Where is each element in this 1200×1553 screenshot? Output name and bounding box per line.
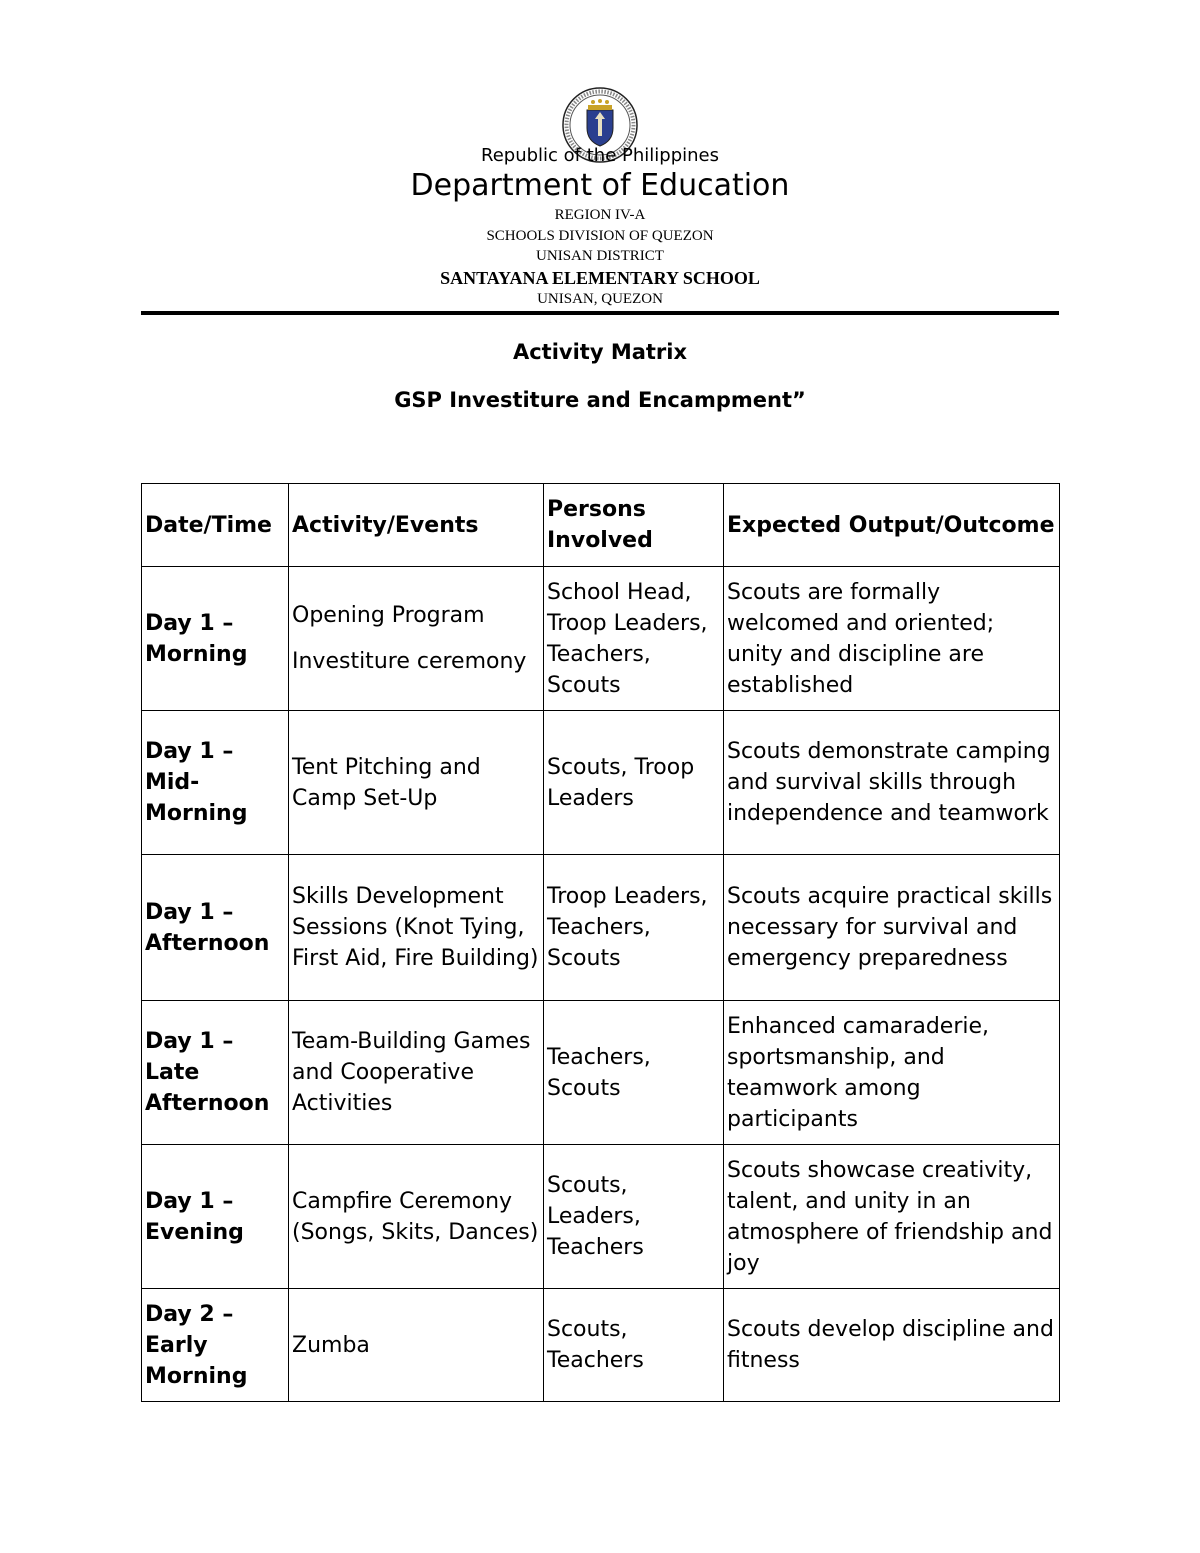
date-cell: Day 1 – Late Afternoon xyxy=(142,1001,289,1145)
persons-cell: School Head, Troop Leaders, Teachers, Scouts xyxy=(544,567,724,711)
activity-cell: Tent Pitching and Camp Set-Up xyxy=(289,711,544,855)
activity-cell: Skills Development Sessions (Knot Tying, First Aid, Fire Building) xyxy=(289,855,544,1001)
republic-label: Republic of the Philippines xyxy=(481,145,719,166)
table-row xyxy=(142,855,1060,1001)
persons-cell: Troop Leaders, Teachers, Scouts xyxy=(544,855,724,1001)
date-cell: Day 1 – Evening xyxy=(142,1145,289,1289)
district-label: UNISAN DISTRICT xyxy=(536,248,664,264)
outcome-cell: Scouts demonstrate camping and survival skills through independence and teamwork xyxy=(724,711,1060,855)
activity-line: Opening Program xyxy=(292,603,485,628)
school-name: SANTAYANA ELEMENTARY SCHOOL xyxy=(440,268,760,288)
activity-matrix-table xyxy=(141,483,1060,1402)
header-divider xyxy=(141,311,1059,315)
activity-cell: Team-Building Games and Cooperative Activities xyxy=(289,1001,544,1145)
date-cell: Day 1 – Morning xyxy=(142,567,289,711)
column-header-outcome: Expected Output/Outcome xyxy=(724,484,1060,567)
activity-cell xyxy=(289,567,544,711)
activity-cell: Zumba xyxy=(289,1289,544,1402)
outcome-cell: Scouts develop discipline and fitness xyxy=(724,1289,1060,1402)
column-header-date: Date/Time xyxy=(142,484,289,567)
document-subtitle: GSP Investiture and Encampment” xyxy=(394,388,806,412)
column-header-persons: Persons Involved xyxy=(544,484,724,567)
table-row xyxy=(142,1001,1060,1145)
persons-cell: Scouts, Troop Leaders xyxy=(544,711,724,855)
document-title: Activity Matrix xyxy=(512,340,688,364)
department-title: Department of Education xyxy=(410,168,790,203)
persons-cell: Scouts, Leaders, Teachers xyxy=(544,1145,724,1289)
date-cell: Day 1 – Afternoon xyxy=(142,855,289,1001)
school-address: UNISAN, QUEZON xyxy=(537,291,663,307)
table-row xyxy=(142,1145,1060,1289)
activity-cell: Campfire Ceremony (Songs, Skits, Dances) xyxy=(289,1145,544,1289)
region-label: REGION IV-A xyxy=(554,207,646,223)
date-cell: Day 2 – Early Morning xyxy=(142,1289,289,1402)
division-label: SCHOOLS DIVISION OF QUEZON xyxy=(486,228,714,244)
outcome-cell: Scouts are formally welcomed and oriented; unity and discipline are established xyxy=(724,567,1060,711)
outcome-cell: Scouts showcase creativity, talent, and unity in an atmosphere of friendship and joy xyxy=(724,1145,1060,1289)
table-row xyxy=(142,711,1060,855)
table-header-row xyxy=(142,484,1060,567)
column-header-activity: Activity/Events xyxy=(289,484,544,567)
outcome-cell: Scouts acquire practical skills necessary for survival and emergency preparedness xyxy=(724,855,1060,1001)
table-row xyxy=(142,567,1060,711)
persons-cell: Teachers, Scouts xyxy=(544,1001,724,1145)
table-row xyxy=(142,1289,1060,1402)
activity-line: Investiture ceremony xyxy=(292,649,527,674)
date-cell: Day 1 – Mid-Morning xyxy=(142,711,289,855)
persons-cell: Scouts, Teachers xyxy=(544,1289,724,1402)
outcome-cell: Enhanced camaraderie, sportsmanship, and teamwork among participants xyxy=(724,1001,1060,1145)
